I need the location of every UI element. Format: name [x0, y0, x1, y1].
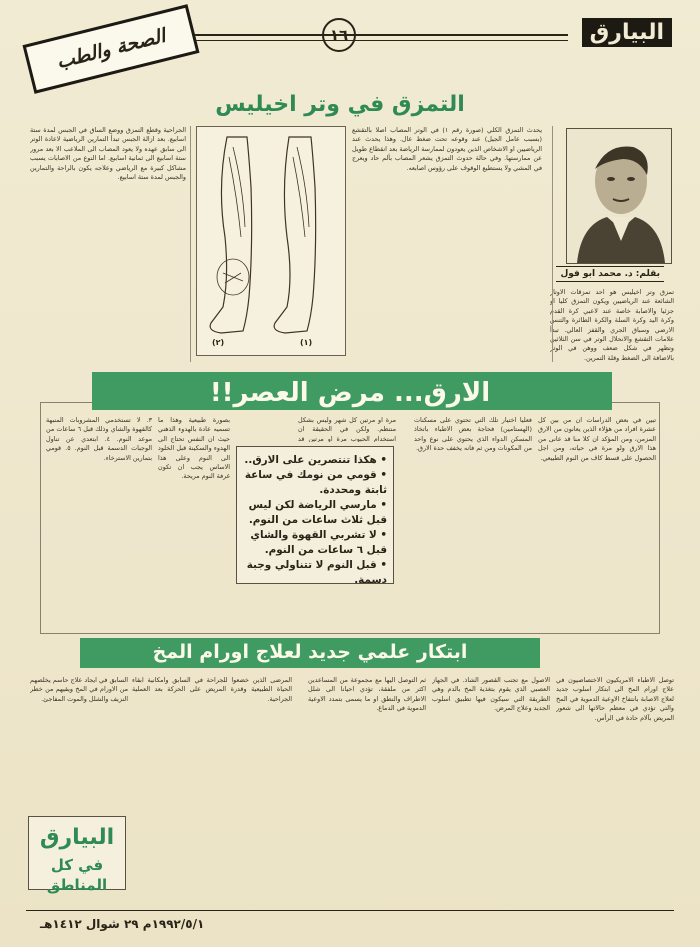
article2-column-5: ٣. لا تستخدمي المشروبات المنبهة كالقهوة والشاي وذلك قبل ٦ ساعات من موعد النوم. ٤. ابتعدي عن تناول الوجبات الدسمة قبل النوم. ٥. قومي بتمارين الاسترخاء.: [46, 416, 152, 462]
article1-column-3: الجراحية وقطع التمزق ووضع الساق في الجبس لمدة ستة اسابيع. بعد ازالة الجبس تبدأ التمارين الرياضية لاعادة الوتر الى سابق عهده ولا يعود المصاب الى الملاعب الا بعد مرور ستة اسابيع الى ثمانية اسابيع. اما النوع من الاصابات يسبب مشاكل كبيرة مع الرياضي وعلاجه يكون بالراحة والتمارين والجبس لمدة ستة اسابيع.: [30, 126, 186, 182]
insomnia-tips-box: [236, 446, 394, 584]
tip-item: • لا تشربي القهوة والشاي قبل ٦ ساعات من النوم.: [250, 529, 387, 556]
tip-item: • قبل النوم لا تتناولي وجبة دسمة.: [246, 559, 387, 586]
footer-rule: [26, 910, 674, 911]
page-number: ١٦: [322, 18, 356, 52]
header-rule-thin: [152, 40, 568, 41]
article3-column-3: ثم التوصل اليها مع مجموعة من المساعدين اكثر من ملفقة، تؤدي احيانا الى شلل الاطراف والنطق او ما يسمى بتمدد الاوعية الدموية في الدماغ.: [308, 676, 426, 713]
masthead-logo: البيارق: [582, 18, 672, 47]
article3-column-1: توصل الاطباء الامريكيون الاختصاصيون في علاج اورام المخ الى ابتكار اسلوب جديد لعلاج الاصابة بانتفاخ الاوعية الدموية في المخ والتي تؤدي في معظم حالاتها الى شعور المريض بآلام حادة في الرأس.: [556, 676, 674, 722]
promo-box: [28, 816, 126, 894]
column-divider: [190, 126, 191, 362]
article1-column-1: تمزق وتر اخيليس هو احد تمزقات الاوتار الشائعة عند الرياضيين ويكون التمزق كليا او جزئيا والاصابة خاصة عند لاعبي كرة القدم وكرة اليد وكرة السلة والكرة الطائرة والتنس الارضي وسباق الجري والقفز العالي. تبدأ علامات التقشع والانحلال الوتر في سن الثلاثين وتظهر في شكل ضعف ووهن في الوتر بالاضافة الى الضغط وقلة التمرين.: [550, 288, 674, 362]
leg-anatomy-illustration: [197, 127, 345, 355]
article1-byline: بقلم: د. محمد ابو فول: [556, 266, 664, 282]
figure-label-1: (١): [300, 338, 313, 347]
tip-item: • قومي من نومك في ساعة ثابتة ومحددة.: [244, 469, 387, 496]
article1-column-2: يحدث التمزق الكلي (صورة رقم ١) في الوتر المصاب اصلا بالتقشع (بسبب عامل الجيل) عند وقوعه تحت ضغط عال. وهذا يحدث عند الرياضيين او الاشخاص الذين يعودون لممارسة الرياضة بعد انقطاع طويل عن ممارستها. وفي حالة حدوث التمزق يشعر المصاب بألم حاد ويعرج في المشي ولا يستطيع الوقوف على رؤوس اصابعه.: [352, 126, 542, 172]
article1-headline: التمزق في وتر اخيليس: [215, 92, 465, 117]
article3-column-2: الاصول مع تجنب القصور الشاذ. في الجهاز العصبي الذي يقوم بتغذية المخ بالدم وهي الطريقة التي سيكون فيها تطبيق اسلوب الجديد وعلاج المرض.: [432, 676, 550, 713]
article3-column-5: السابق في ايجاد علاج حاسم يخلصهم من الاورام في المخ ويقيهم من خطر النزيف والشلل والموت المفاجئ.: [30, 676, 128, 703]
header-rule: [152, 34, 568, 36]
promo-title: البيارق: [39, 825, 115, 850]
issue-date: ١٩٩٢/٥/١م ٢٩ شوال ١٤١٢هـ: [40, 917, 205, 931]
article2-column-1: تبين في بعض الدراسات ان من بين كل عشرة افراد من هؤلاء الذين يعانون من الارق المزمن، ومن المؤكد ان كلا منا قد عانى من هذا الارق ولو مرة في حياته، ومن اجل الحصول على قسط كاف من النوم الطبيعي.: [538, 416, 656, 462]
promo-subtitle: في كل المناطق: [46, 856, 108, 894]
tip-item: • مارسي الرياضة لكن ليس قبل ثلاث ساعات من النوم.: [248, 499, 387, 526]
author-photo: [566, 128, 672, 264]
article3-headline: ابتكار علمي جديد لعلاج اورام المخ: [152, 641, 468, 663]
column-divider: [552, 126, 553, 362]
tip-item: • هكذا تنتصرين على الارق..: [244, 454, 387, 466]
article2-column-2: فعليا اختيار تلك التي تحتوي على مسكنات (الهستامين) فحاجة بعض الاطباء باتخاذ المسكن الدواء الذي يحتوي على نوع واحد من المكونات ومن ثم فانه يخفف حدة الارق.: [414, 416, 532, 453]
article3-column-4: المرضى الذين خضعوا للجراحة في السابق وامكانية ابقاء الحياة الطبيعية وقدرة المريض على الحركة بعد العملية الجراحية.: [132, 676, 292, 703]
article1-illustration: [196, 126, 346, 356]
article2-column-3: مرة او مرتين كل شهر وليس بشكل منتظم. ولكن في الحقيقة ان استخدام الحبوب مرة او مرتين قد: [298, 416, 396, 442]
portrait-image: [567, 129, 671, 263]
section-tab: الصحة والطب: [22, 4, 199, 94]
figure-label-2: (٢): [212, 338, 225, 347]
article2-column-4: بصورة طبيعية وهذا ما تسميه عادة بالهدوء الذهني حيث ان النفس تحتاج الى الهدوء والسكينة قبل الخلود الى النوم وعلى هذا الاساس يجب ان تكون غرفة النوم مريحة.: [158, 416, 230, 481]
article2-headline: الارق... مرض العصر!!: [209, 378, 491, 408]
